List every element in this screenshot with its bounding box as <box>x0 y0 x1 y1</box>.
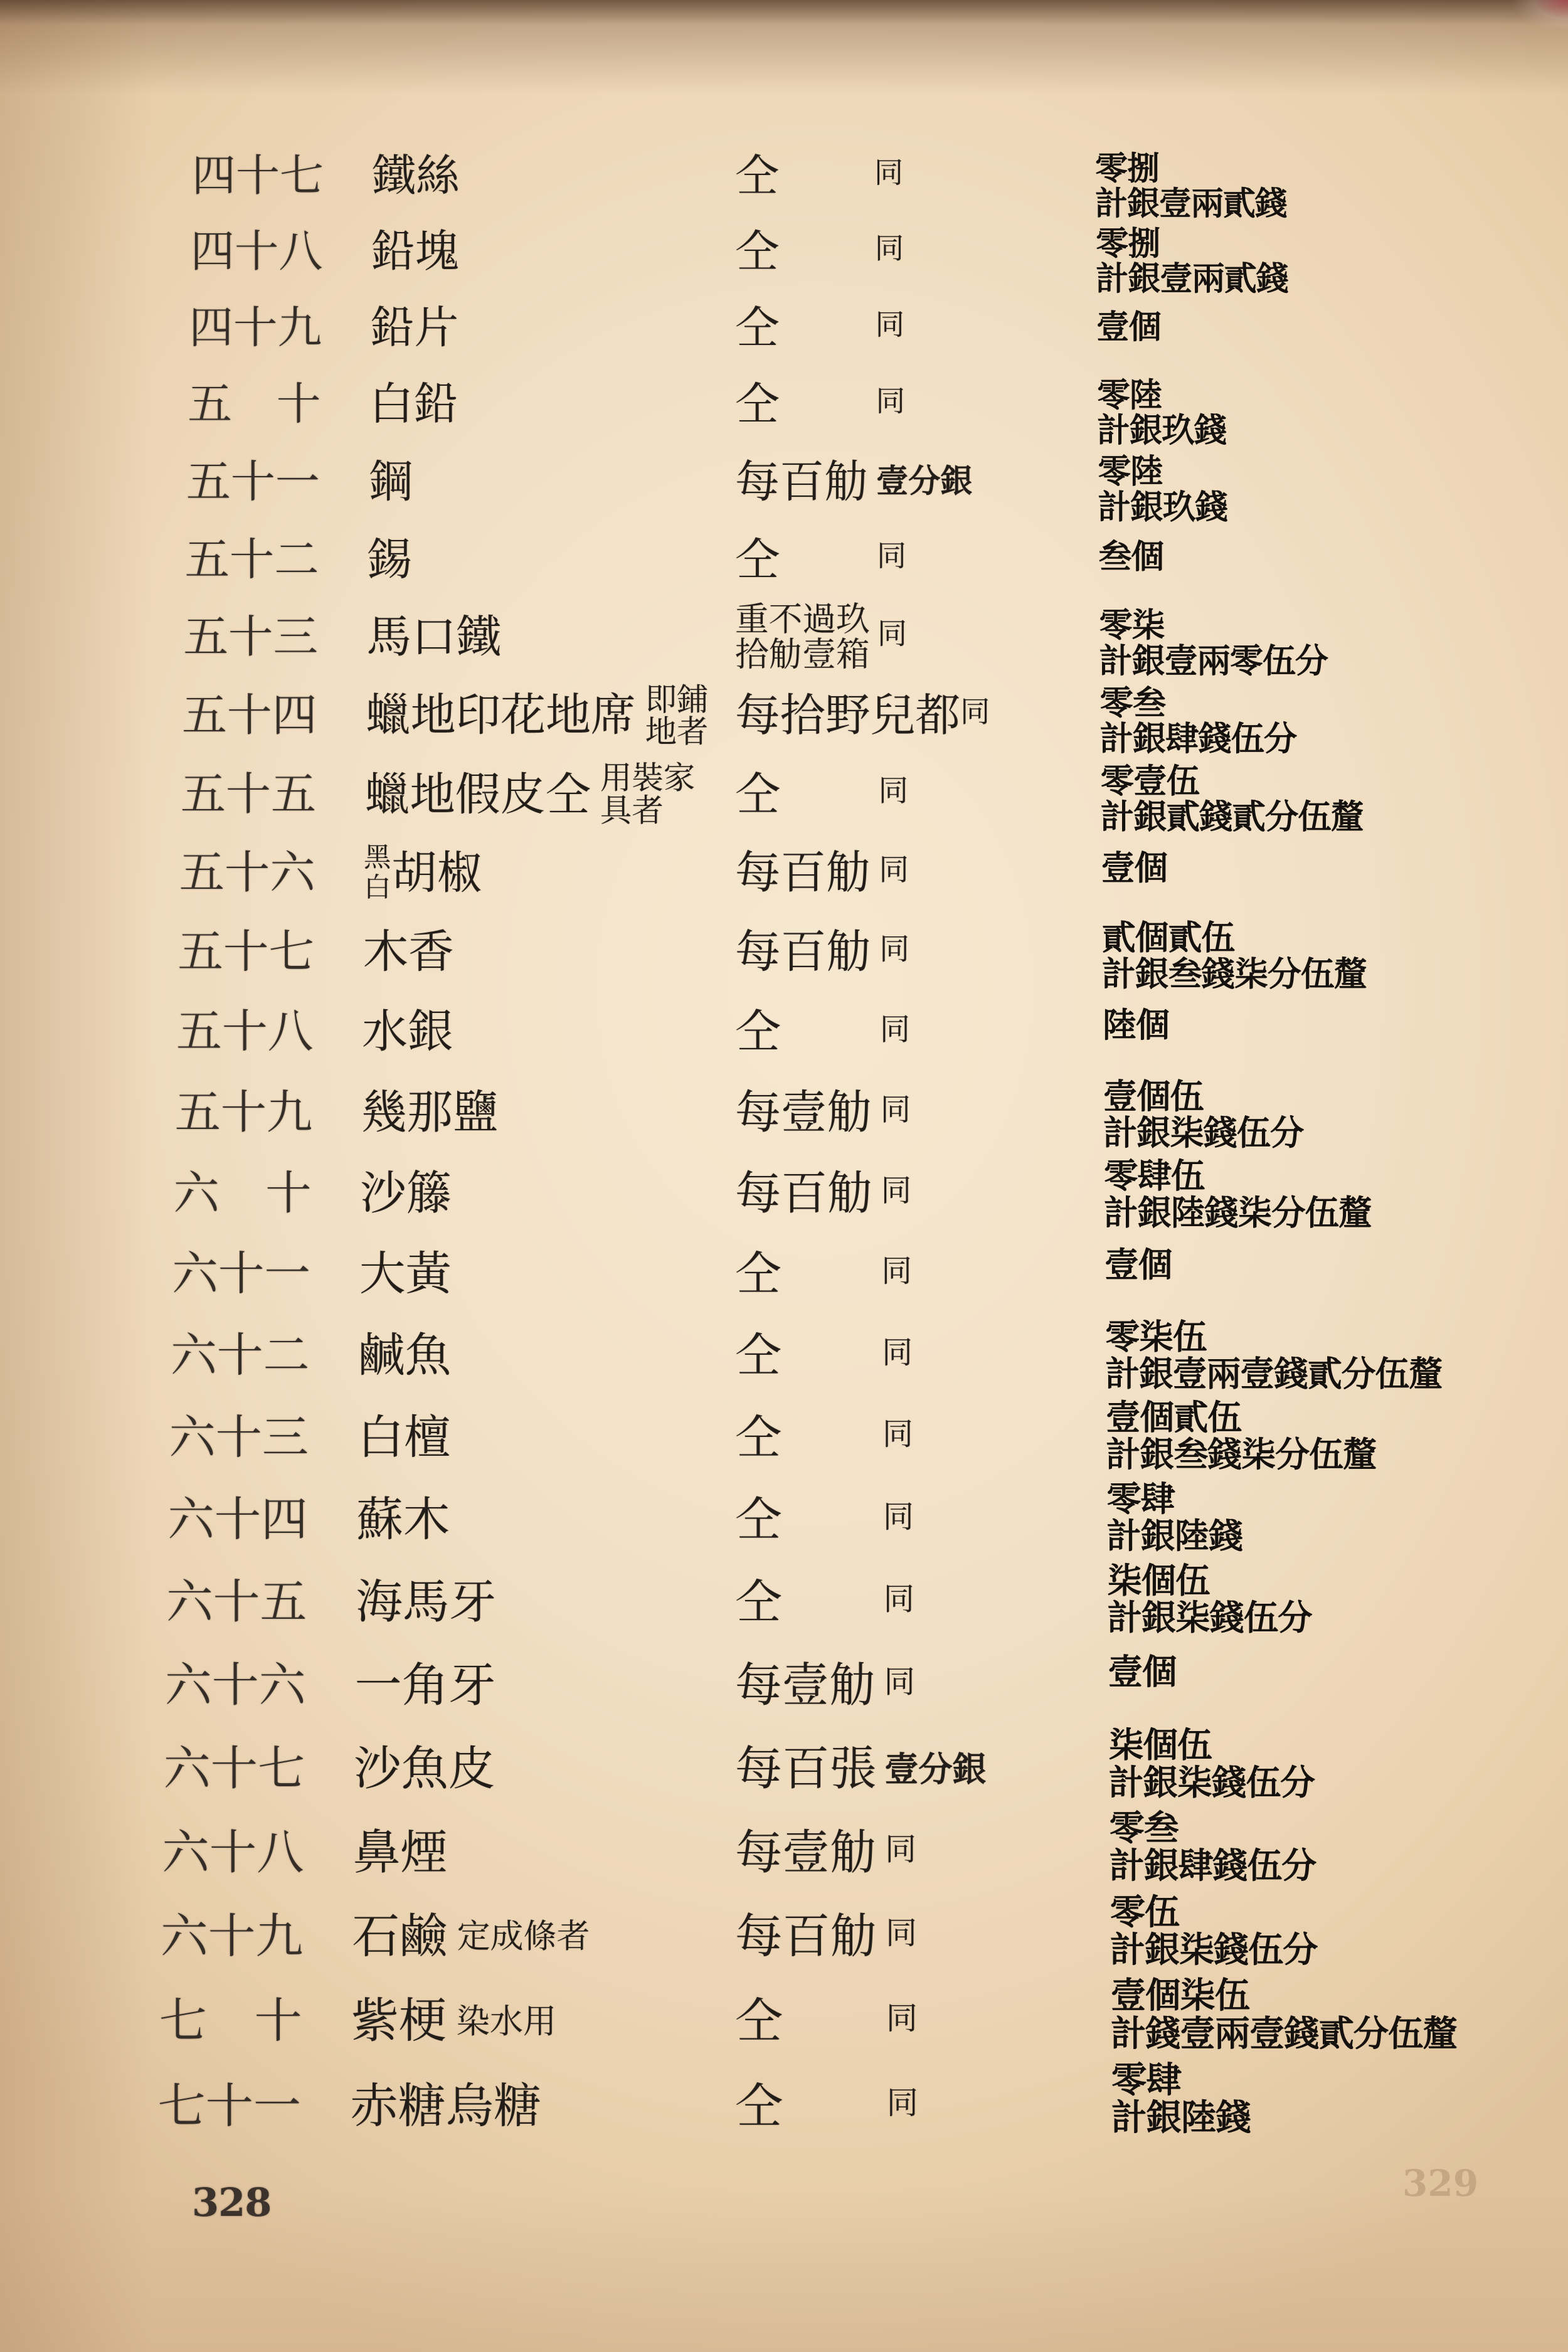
duty-line: 計銀肆錢伍分 <box>1109 1845 1316 1887</box>
item-name: 木香 <box>363 926 454 979</box>
item-name-cell <box>351 1993 557 2048</box>
item-number: 六十三 <box>169 1411 309 1465</box>
name-note-line: 定成條者 <box>457 1917 590 1956</box>
duty-cell <box>1101 847 1168 887</box>
duty-line: 計銀壹兩貳錢 <box>1096 259 1288 298</box>
unit-cell <box>735 768 908 821</box>
unit-quantity: 每壹觔 <box>735 1086 873 1140</box>
item-name-cell <box>354 1740 495 1796</box>
unit-quantity: 每百觔 <box>735 926 872 979</box>
item-number: 六十四 <box>167 1492 308 1547</box>
duty-cell <box>1098 454 1227 525</box>
unit-quantity: 仝 <box>735 225 780 277</box>
item-name-cell <box>352 1909 590 1964</box>
unit-cell <box>735 302 905 354</box>
item-name: 一角牙 <box>354 1658 496 1714</box>
item-name-cell <box>372 150 460 201</box>
unit-quantity: 仝 <box>735 2078 783 2134</box>
item-name-cell <box>370 302 459 354</box>
duty-line: 計錢壹兩壹錢貳分伍釐 <box>1110 2013 1458 2055</box>
duty-cell <box>1097 378 1226 448</box>
duty-line: 計銀肆錢伍分 <box>1099 719 1297 759</box>
item-number: 六十九 <box>161 1909 304 1964</box>
unit-cell <box>735 1411 913 1465</box>
duty-line: 計銀玖錢 <box>1097 411 1227 450</box>
item-name-cell <box>359 1248 452 1301</box>
item-name: 鐵絲 <box>372 150 460 201</box>
duty-line: 零捌 <box>1096 225 1160 263</box>
name-note <box>645 681 709 750</box>
duty-cell <box>1105 1318 1443 1392</box>
unit-cell <box>735 688 990 741</box>
rate-note: 同 <box>885 1915 917 1952</box>
item-number: 五十七 <box>177 926 315 979</box>
name-prefix-line: 白 <box>364 872 391 904</box>
item-number: 六十二 <box>170 1328 310 1383</box>
unit-cell <box>735 1825 916 1880</box>
item-name-cell <box>367 533 413 586</box>
rate-note: 同 <box>881 1254 912 1289</box>
unit-quantity: 仝 <box>735 533 780 586</box>
item-number: 四十九 <box>189 302 322 354</box>
item-number: 五十六 <box>179 847 315 900</box>
duty-line: 零柒 <box>1099 605 1165 645</box>
item-name-cell <box>352 1825 448 1880</box>
item-name: 鹹魚 <box>358 1328 452 1383</box>
duty-line: 計銀陸錢 <box>1106 1516 1243 1557</box>
item-number: 六十一 <box>172 1248 311 1301</box>
item-name: 鉛塊 <box>371 225 460 277</box>
item-number: 五十八 <box>176 1005 314 1059</box>
item-name-cell <box>365 681 709 750</box>
rate-note: 同 <box>882 1416 913 1453</box>
facing-page-number: 329 <box>1402 2162 1479 2205</box>
rate-note: 同 <box>883 1581 914 1618</box>
item-number: 四十八 <box>190 225 323 277</box>
name-prefix-line: 黑 <box>364 842 391 874</box>
duty-cell <box>1103 1078 1303 1151</box>
duty-line: 計銀叁錢柒分伍釐 <box>1106 1434 1377 1475</box>
name-note-line: 具者 <box>600 792 664 829</box>
rate-note: 同 <box>879 852 909 887</box>
unit-quantity: 仝 <box>735 1248 781 1301</box>
unit-cell <box>735 1167 911 1221</box>
unit-quantity: 仝 <box>735 302 780 354</box>
unit-quantity: 仝 <box>735 1574 782 1629</box>
unit-quantity: 仝 <box>735 1993 783 2048</box>
duty-line: 壹個貳伍 <box>1106 1397 1242 1438</box>
item-name-cell <box>360 1167 452 1221</box>
rate-note: 同 <box>880 1092 911 1128</box>
duty-line: 壹個 <box>1096 308 1161 347</box>
duty-cell <box>1102 919 1367 992</box>
duty-cell <box>1110 1891 1318 1971</box>
duty-line: 零叁 <box>1109 1807 1179 1849</box>
duty-cell <box>1104 1247 1172 1284</box>
duty-line: 零陸 <box>1098 452 1163 491</box>
rate-note: 同 <box>885 1831 916 1868</box>
item-name: 錫 <box>367 533 413 586</box>
item-name: 白檀 <box>357 1411 451 1465</box>
item-number: 七 十 <box>159 1993 302 2048</box>
item-name: 鉛片 <box>370 302 459 354</box>
item-name: 海馬牙 <box>356 1574 497 1629</box>
duty-line: 零肆 <box>1106 1478 1175 1520</box>
unit-cell <box>735 1005 910 1059</box>
item-name: 蘇木 <box>356 1492 450 1547</box>
duty-cell <box>1101 763 1364 835</box>
unit-quantity: 每壹觔 <box>735 1658 876 1714</box>
unit-note <box>735 599 870 674</box>
duty-cell <box>1110 1974 1458 2055</box>
name-note-line: 用裝家 <box>600 759 696 797</box>
name-note-line: 即鋪 <box>645 681 709 718</box>
item-name: 鋼 <box>368 455 413 508</box>
unit-cell <box>735 455 973 508</box>
item-number: 五十五 <box>180 768 317 821</box>
item-name-cell <box>363 926 454 979</box>
duty-line: 計銀柒錢伍分 <box>1103 1112 1304 1153</box>
item-name: 胡椒 <box>391 847 482 900</box>
item-number: 六十五 <box>166 1574 307 1629</box>
duty-line: 零肆 <box>1111 2058 1181 2100</box>
duty-line: 柒個伍 <box>1108 1725 1212 1766</box>
name-prefix-note <box>364 844 391 903</box>
duty-line: 計銀壹兩壹錢貳分伍釐 <box>1105 1352 1443 1394</box>
item-number: 五十三 <box>183 611 319 664</box>
name-note-line: 染水用 <box>456 2001 557 2041</box>
rate-note: 同 <box>960 695 990 730</box>
name-note-line: 地者 <box>645 712 709 750</box>
item-name: 石鹼 <box>352 1909 447 1964</box>
duty-cell <box>1107 1562 1311 1637</box>
unit-cell <box>735 1492 914 1547</box>
rate-note: 同 <box>879 932 910 967</box>
item-number: 六十七 <box>163 1740 305 1796</box>
page-number: 328 <box>192 2180 272 2225</box>
unit-quantity: 仝 <box>735 1492 782 1547</box>
item-name-cell <box>357 1411 451 1465</box>
unit-quantity: 仝 <box>735 378 780 430</box>
item-number: 六 十 <box>173 1167 312 1221</box>
item-name-cell <box>364 759 696 829</box>
duty-cell <box>1098 539 1163 575</box>
duty-line: 零柒伍 <box>1105 1316 1207 1357</box>
item-name-cell <box>368 455 413 508</box>
unit-note-line: 拾觔壹箱 <box>735 634 870 674</box>
item-name-cell <box>358 1328 452 1383</box>
duty-line: 壹個 <box>1101 847 1168 887</box>
unit-quantity <box>735 599 877 674</box>
rate-note: 同 <box>882 1335 913 1370</box>
item-name: 赤糖烏糖 <box>350 2078 542 2134</box>
duty-cell <box>1106 1478 1243 1557</box>
unit-quantity: 仝 <box>735 1411 782 1465</box>
duty-line: 計銀陸錢 <box>1111 2097 1251 2139</box>
duty-cell <box>1095 151 1287 221</box>
rate-note: 壹分銀 <box>876 462 973 501</box>
rate-note: 同 <box>882 1498 914 1535</box>
rate-note: 同 <box>874 231 904 266</box>
duty-cell <box>1096 310 1161 345</box>
item-name: 鼻煙 <box>352 1825 448 1880</box>
item-number: 五十一 <box>186 455 320 508</box>
item-name-cell <box>364 844 482 903</box>
unit-cell <box>735 150 904 201</box>
duty-line: 計銀玖錢 <box>1098 487 1228 527</box>
unit-quantity: 仝 <box>735 768 781 821</box>
item-name-cell <box>350 2078 542 2134</box>
unit-quantity: 仝 <box>735 150 779 201</box>
duty-cell <box>1099 683 1297 759</box>
rate-note: 同 <box>878 773 908 808</box>
item-name: 沙籐 <box>360 1167 452 1221</box>
duty-line: 壹個 <box>1108 1651 1177 1693</box>
item-name: 馬口鐵 <box>366 611 501 664</box>
item-name-cell <box>354 1658 496 1714</box>
duty-line: 零叁 <box>1099 683 1166 723</box>
duty-line: 陸個 <box>1102 1005 1169 1046</box>
rate-note: 同 <box>877 617 908 652</box>
unit-note-line: 重不過玖 <box>735 599 870 639</box>
unit-quantity: 每百觔 <box>735 847 871 900</box>
item-number: 五十四 <box>182 688 317 741</box>
duty-line: 計銀壹兩貳錢 <box>1095 184 1287 223</box>
unit-cell <box>735 378 906 430</box>
unit-cell <box>735 1740 987 1796</box>
duty-line: 壹個伍 <box>1103 1076 1204 1116</box>
rate-note: 同 <box>875 307 905 342</box>
item-name: 水銀 <box>362 1005 453 1059</box>
unit-cell <box>735 225 904 277</box>
duty-line: 零陸 <box>1097 376 1162 415</box>
item-name-cell <box>369 378 458 430</box>
duty-line: 計銀壹兩零伍分 <box>1099 640 1328 681</box>
duty-line: 叁個 <box>1098 537 1164 576</box>
duty-line: 壹個 <box>1104 1245 1172 1286</box>
unit-cell <box>735 847 909 900</box>
unit-cell <box>735 1658 915 1714</box>
duty-cell <box>1109 1807 1316 1887</box>
duty-line: 計銀柒錢伍分 <box>1110 1929 1318 1971</box>
item-name-cell <box>362 1005 453 1059</box>
item-name-cell <box>356 1574 497 1629</box>
duty-line: 柒個伍 <box>1107 1560 1210 1602</box>
unit-cell <box>735 926 910 979</box>
duty-line: 計銀陸錢柒分伍釐 <box>1104 1192 1372 1233</box>
unit-cell <box>735 599 908 674</box>
duty-line: 計銀貳錢貳分伍釐 <box>1100 797 1364 837</box>
item-name: 幾那鹽 <box>361 1086 499 1140</box>
unit-cell <box>735 2078 918 2134</box>
rate-note: 壹分銀 <box>884 1749 987 1789</box>
unit-quantity: 每壹觔 <box>735 1825 877 1880</box>
name-note <box>456 2001 557 2041</box>
duty-cell <box>1109 1727 1315 1803</box>
unit-quantity: 每拾野兒都 <box>735 688 960 741</box>
name-note <box>600 759 696 829</box>
duty-line: 零壹伍 <box>1100 761 1199 801</box>
item-name: 紫梗 <box>351 1993 447 2048</box>
unit-quantity: 仝 <box>735 1328 781 1383</box>
duty-line: 零捌 <box>1095 149 1159 188</box>
item-number: 七十一 <box>157 2078 302 2134</box>
item-number: 六十八 <box>162 1825 304 1880</box>
unit-quantity: 每百張 <box>735 1740 877 1796</box>
unit-quantity: 每百觔 <box>735 1909 878 1964</box>
item-number: 五 十 <box>188 378 321 430</box>
duty-line: 零伍 <box>1110 1891 1179 1933</box>
item-name-cell <box>361 1086 499 1140</box>
item-name-cell <box>366 611 501 664</box>
item-name: 大黃 <box>359 1248 452 1301</box>
unit-cell <box>735 1574 914 1629</box>
unit-quantity: 仝 <box>735 1005 781 1059</box>
duty-cell <box>1111 2058 1251 2139</box>
item-name: 蠟地假皮仝 <box>364 768 591 821</box>
duty-line: 零肆伍 <box>1104 1156 1205 1197</box>
duty-line: 計銀柒錢伍分 <box>1107 1597 1312 1639</box>
rate-note: 同 <box>874 156 904 190</box>
rate-note: 同 <box>881 1172 911 1208</box>
item-name-cell <box>371 225 460 277</box>
item-number: 五十九 <box>174 1086 313 1140</box>
item-name: 白鉛 <box>369 378 458 430</box>
duty-cell <box>1103 1007 1169 1044</box>
duty-line: 計銀叁錢柒分伍釐 <box>1101 953 1367 994</box>
unit-cell <box>735 1909 917 1964</box>
rate-note: 同 <box>884 1663 915 1700</box>
rate-note: 同 <box>877 539 907 574</box>
item-name-cell <box>356 1492 450 1547</box>
duty-cell <box>1096 226 1288 297</box>
name-note <box>457 1917 590 1956</box>
unit-cell <box>735 1248 912 1301</box>
duty-cell <box>1108 1651 1177 1693</box>
unit-quantity: 每百觔 <box>735 1167 874 1221</box>
unit-cell <box>735 533 907 586</box>
duty-line: 貳個貳伍 <box>1101 917 1235 958</box>
rate-note: 同 <box>876 384 906 419</box>
duty-line: 壹個柒伍 <box>1110 1974 1249 2016</box>
duty-cell <box>1106 1399 1377 1473</box>
unit-cell <box>735 1328 913 1383</box>
item-name: 蠟地印花地席 <box>365 688 636 741</box>
item-name: 沙魚皮 <box>354 1740 495 1796</box>
duty-cell <box>1099 605 1328 681</box>
item-number: 五十二 <box>184 533 319 586</box>
duty-cell <box>1104 1158 1372 1231</box>
item-number: 四十七 <box>192 150 324 201</box>
unit-cell <box>735 1993 918 2048</box>
rate-note: 同 <box>886 2084 918 2122</box>
unit-cell <box>735 1086 911 1140</box>
unit-quantity: 每百觔 <box>735 455 869 508</box>
rate-note: 同 <box>879 1012 910 1047</box>
duty-line: 計銀柒錢伍分 <box>1108 1762 1315 1804</box>
rate-note: 同 <box>886 1999 918 2037</box>
item-number: 六十六 <box>164 1658 306 1714</box>
